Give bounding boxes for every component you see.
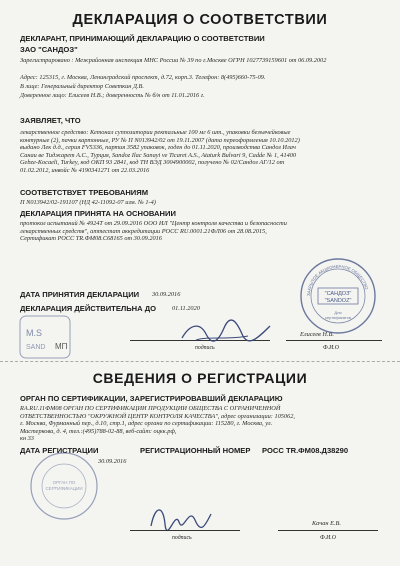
svg-text:ОРГАН ПО: ОРГАН ПО [52, 480, 76, 485]
declares-line: 01.02.2012, инвойс № 4190341271 от 22.03.2016 [20, 166, 150, 174]
organ-line: ОТВЕТСТВЕННОСТЬЮ "ОКРУЖНОЙ ЦЕНТР КОНТРОЛЯ КАЧЕСТВА", адрес организации: 105062, [20, 412, 295, 420]
company-seal-image [298, 256, 378, 336]
reg-number-label: РЕГИСТРАЦИОННЫЙ НОМЕР [140, 446, 251, 455]
registration-title: СВЕДЕНИЯ О РЕГИСТРАЦИИ [92, 370, 308, 386]
registrar-signature-image [145, 500, 215, 534]
organ-line: Мастеркова, д. 4, тел.:(495)788-02-88, веб-сайт: оцкк.рф, [20, 427, 177, 435]
registrar-signature-line [130, 530, 240, 531]
svg-text:M.S: M.S [26, 328, 43, 338]
declares-line: лекарственное средство: Кетонал суппозитории ректальные 100 мг 6 шт., упаковки безъячейковые [20, 129, 291, 136]
reg-date-value: 30.09.2016 [98, 458, 127, 465]
signatory-name: Елисеев Н.В. [300, 331, 334, 338]
registrar-name: Качан Е.В. [312, 520, 341, 527]
mp-stamp-image [18, 312, 74, 362]
basis-line: Сертификат РОСС ТR.ФМ08.С68165 от 30.09.2016 [20, 235, 162, 243]
company-name: ЗАО "САНДОЗ" [20, 45, 78, 54]
declarant-heading: ДЕКЛАРАНТ, ПРИНИМАЮЩИЙ ДЕКЛАРАЦИЮ О СООТВЕТСТВИИ [20, 34, 265, 43]
basis-text [20, 220, 385, 243]
declaration-date-value: 30.09.2016 [152, 291, 181, 298]
organ-line: кн 33 [20, 435, 34, 443]
valid-until-value: 01.11.2020 [172, 305, 200, 312]
declares-heading: ЗАЯВЛЯЕТ, ЧТО [20, 116, 81, 125]
signature-image [178, 316, 274, 346]
declares-line: контурные (2), пачки картонные, РУ № П N013942/02 от 19.11.2007 (дата переоформления 10.10.2012) [20, 136, 300, 144]
registration-seal-image [28, 450, 100, 522]
reg-number-value: РОСС ТR.ФМ08.Д38290 [262, 446, 349, 455]
section-divider [0, 361, 400, 362]
declares-text [20, 129, 385, 175]
svg-text:сертификатов: сертификатов [324, 315, 352, 320]
requirements-heading: СООТВЕТСТВУЕТ ТРЕБОВАНИЯМ [20, 188, 149, 197]
basis-line: лекарственных средств", аттестат аккредитации РОСС RU.0001.21ФЛ06 от 28.08.2015, [20, 227, 267, 235]
person-info: В лице: Генеральный директор Советкин Д.В. [20, 83, 144, 90]
basis-line: протокол испытаний № 4924Т от 29.09.2016 ООО ИЛ "Центр контроля качества и безопасности [20, 220, 287, 227]
svg-text:SAND: SAND [26, 344, 46, 351]
valid-until-label: ДЕКЛАРАЦИЯ ДЕЙСТВИТЕЛЬНА ДО [20, 304, 157, 313]
registrar-signature-caption: подпись [172, 535, 192, 541]
signature-caption: подпись [195, 345, 215, 351]
proxy-info: Доверенное лицо: Елисеев Н.В.; доверенность № б/н от 11.01.2016 г. [20, 92, 205, 99]
svg-text:СЕРТИФИКАЦИИ: СЕРТИФИКАЦИИ [45, 486, 83, 491]
svg-text:ЗАКРЫТОЕ АКЦИОНЕРНОЕ ОБЩЕСТВО: ЗАКРЫТОЕ АКЦИОНЕРНОЕ ОБЩЕСТВО [305, 263, 370, 297]
basis-heading: ДЕКЛАРАЦИЯ ПРИНЯТА НА ОСНОВАНИИ [20, 209, 176, 218]
declaration-title: ДЕКЛАРАЦИЯ О СООТВЕТСТВИИ [72, 12, 328, 28]
fio-line [286, 340, 382, 341]
svg-text:Для: Для [334, 310, 342, 315]
declares-line: выдано Лек д.д., серия FV5336, партия 3582 упаковок, годен до 01.11.2020, производства Сандоз Илач [20, 144, 296, 152]
mp-label: МП [55, 342, 68, 351]
address-info: Адрес: 125315, г. Москва, Ленинградский проспект, д.72, корп.3. Телефон: 8(495)660-75-09. [20, 74, 266, 81]
registered-info: Зарегистрировано : Межрайонная инспекция МНС России № 39 по г.Москве ОГРН 1027739159601 от 06.09.2002 [20, 57, 327, 64]
reg-date-label: ДАТА РЕГИСТРАЦИИ [20, 446, 99, 455]
declares-line: Санаи ве Тиджарет А.С., Турция, Sandoz Ilac Sanayi ve Ticaret A.S., Ataturk Bulvari 9, Cadde № 1, 41400 [20, 151, 297, 159]
organ-heading: ОРГАН ПО СЕРТИФИКАЦИИ, ЗАРЕГИСТРИРОВАВШИЙ ДЕКЛАРАЦИЮ [20, 394, 283, 403]
fio-caption: Ф.И.О [323, 345, 339, 351]
declares-line: Gebze-Kocaeli, Turkey, код ОКП 93 2841, код ТН ВЭД 3004900002, получено № 02/Сандоз АГ/12 от [20, 159, 285, 167]
requirements-text: П N013942/02-191107 (НД 42-11092-07 изм. № 1-4) [20, 199, 156, 206]
organ-line: г. Москва, Фурманный пер., д.10, стр.1, адрес органа по сертификации: 115280, г. Москва, ул. [20, 420, 273, 428]
organ-line: RA.RU.11ФМ08 ОРГАН ПО СЕРТИФИКАЦИИ ПРОДУКЦИИ ОБЩЕСТВА С ОГРАНИЧЕННОЙ [20, 405, 281, 412]
svg-text:"SANDOZ": "SANDOZ" [324, 298, 352, 304]
declaration-date-label: ДАТА ПРИНЯТИЯ ДЕКЛАРАЦИИ [20, 290, 140, 299]
registrar-fio-caption: Ф.И.О [320, 535, 336, 541]
organ-text [20, 405, 385, 443]
svg-text:"САНДОЗ": "САНДОЗ" [324, 291, 352, 297]
registrar-fio-line [278, 530, 378, 531]
